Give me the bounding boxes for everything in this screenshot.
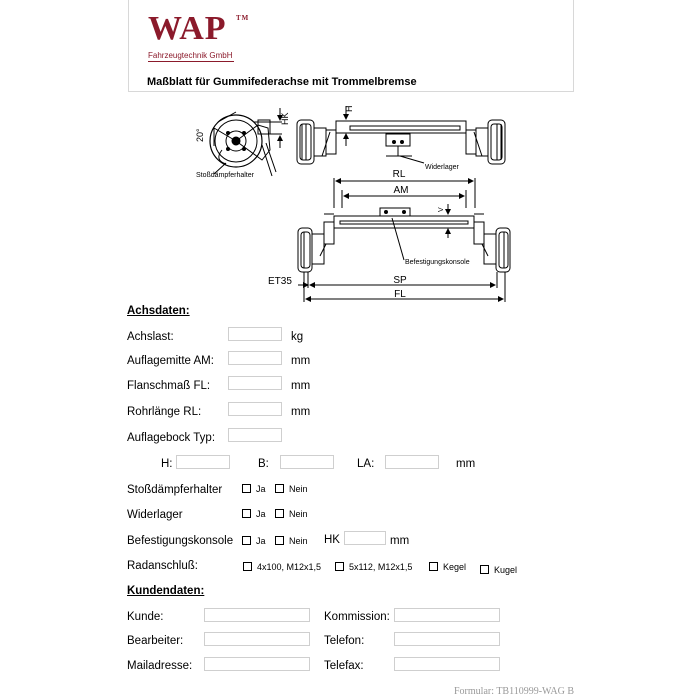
- widerlager-ja-label: Ja: [256, 509, 266, 519]
- befestigungskonsole-ja-checkbox[interactable]: [242, 536, 251, 545]
- stossdaempferhalter-ja-checkbox[interactable]: [242, 484, 251, 493]
- telefax-label: Telefax:: [324, 660, 364, 672]
- bock-unit: mm: [456, 458, 476, 470]
- stossdaempferhalter-ja-label: Ja: [256, 484, 266, 494]
- h-label-drawing: H: [344, 105, 354, 112]
- fl-label: FL: [394, 289, 406, 300]
- hk-label-drawing: HK: [280, 112, 290, 125]
- hk-label: HK: [324, 534, 340, 546]
- widerlager-ja-checkbox[interactable]: [242, 509, 251, 518]
- auflagemitte-input[interactable]: [228, 351, 282, 365]
- stossdaempferhalter-nein-checkbox[interactable]: [275, 484, 284, 493]
- rl-label: RL: [392, 169, 406, 180]
- am-label: AM: [393, 185, 409, 196]
- sp-label: SP: [393, 275, 407, 286]
- kommission-input[interactable]: [394, 608, 500, 622]
- bock-h-input[interactable]: [176, 455, 230, 469]
- v-label: V: [438, 207, 445, 212]
- bock-h-label: H:: [161, 458, 173, 470]
- widerlager-label: Widerlager: [425, 164, 459, 171]
- befestigungskonsole-ja-label: Ja: [256, 536, 266, 546]
- et35-label: ET35: [268, 276, 292, 287]
- logo-trademark: TM: [236, 14, 250, 22]
- document-title: Maßblatt für Gummifederachse mit Trommelbremse: [147, 76, 417, 88]
- widerlager-nein-checkbox[interactable]: [275, 509, 284, 518]
- bearbeiter-label: Bearbeiter:: [127, 635, 184, 647]
- stossdaempferhalter-label: Stoßdämpferhalter: [196, 172, 254, 179]
- top-axle-view: [297, 106, 505, 164]
- auflagemitte-unit: mm: [291, 355, 311, 367]
- telefon-input[interactable]: [394, 632, 500, 646]
- flanschmass-label: Flanschmaß FL:: [127, 380, 211, 392]
- axle-technical-drawing: [0, 0, 700, 310]
- radanschluss-4x100-label: 4x100, M12x1,5: [257, 562, 322, 572]
- radanschluss-label: Radanschluß:: [127, 560, 198, 572]
- rohrlaenge-label: Rohrlänge RL:: [127, 406, 202, 418]
- kunde-input[interactable]: [204, 608, 310, 622]
- logo-subtitle: Fahrzeugtechnik GmbH: [148, 51, 233, 60]
- kundendaten-heading: Kundendaten:: [127, 585, 205, 597]
- befestigungskonsole-nein-checkbox[interactable]: [275, 536, 284, 545]
- stossdaempferhalter-row-label: Stoßdämpferhalter: [127, 484, 223, 496]
- telefon-label: Telefon:: [324, 635, 365, 647]
- radanschluss-kegel-label: Kegel: [443, 562, 467, 572]
- achslast-unit: kg: [291, 331, 304, 343]
- widerlager-row-label: Widerlager: [127, 509, 183, 521]
- kunde-label: Kunde:: [127, 611, 164, 623]
- flanschmass-unit: mm: [291, 380, 311, 392]
- logo-text: WAP: [148, 10, 227, 47]
- auflagemitte-label: Auflagemitte AM:: [127, 355, 214, 367]
- radanschluss-4x100-checkbox[interactable]: [243, 562, 252, 571]
- befestigungskonsole-row-label: Befestigungskonsole: [127, 535, 234, 547]
- radanschluss-5x112-checkbox[interactable]: [335, 562, 344, 571]
- side-view: [210, 108, 282, 176]
- rohrlaenge-input[interactable]: [228, 402, 282, 416]
- achslast-label: Achslast:: [127, 331, 174, 343]
- auflagebock-input[interactable]: [228, 428, 282, 442]
- radanschluss-kegel-checkbox[interactable]: [429, 562, 438, 571]
- bearbeiter-input[interactable]: [204, 632, 310, 646]
- bock-b-input[interactable]: [280, 455, 334, 469]
- radanschluss-kugel-checkbox[interactable]: [480, 565, 489, 574]
- radanschluss-kugel-label: Kugel: [494, 565, 518, 575]
- stossdaempferhalter-nein-label: Nein: [289, 484, 308, 494]
- befestigungskonsole-nein-label: Nein: [289, 536, 308, 546]
- rohrlaenge-unit: mm: [291, 406, 311, 418]
- telefax-input[interactable]: [394, 657, 500, 671]
- bock-b-label: B:: [258, 458, 269, 470]
- mailadresse-label: Mailadresse:: [127, 660, 193, 672]
- auflagebock-label: Auflagebock Typ:: [127, 432, 216, 444]
- angle-label: 20°: [195, 128, 205, 142]
- hk-input[interactable]: [344, 531, 386, 545]
- mailadresse-input[interactable]: [204, 657, 310, 671]
- achslast-input[interactable]: [228, 327, 282, 341]
- achsdaten-heading: Achsdaten:: [127, 305, 190, 317]
- widerlager-nein-label: Nein: [289, 509, 308, 519]
- flanschmass-input[interactable]: [228, 376, 282, 390]
- bock-la-label: LA:: [357, 458, 375, 470]
- form-number: Formular: TB110999-WAG B: [454, 686, 574, 697]
- befestigungskonsole-label: Befestigungskonsole: [405, 259, 470, 266]
- kommission-label: Kommission:: [324, 611, 390, 623]
- radanschluss-5x112-label: 5x112, M12x1,5: [349, 562, 413, 572]
- hk-unit: mm: [390, 535, 410, 547]
- bock-la-input[interactable]: [385, 455, 439, 469]
